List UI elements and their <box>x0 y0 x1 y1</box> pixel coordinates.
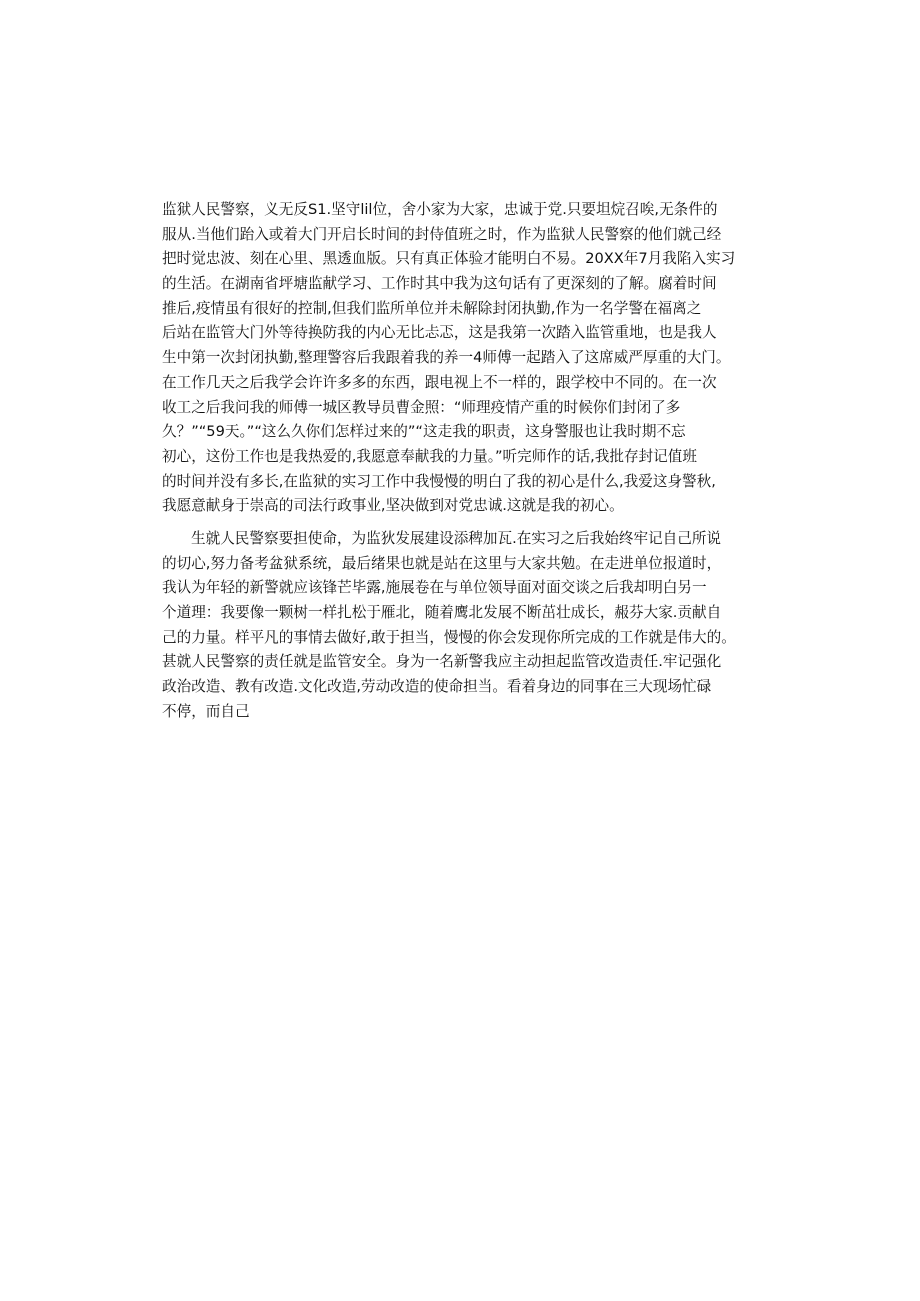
paragraph-2-line: 不停，而自己 <box>162 702 250 720</box>
paragraph-1-line: 把时觉忠波、刻在心里、黑透血版。只有真正体验才能明白不易。20XX年7月我陷入实习 <box>162 250 736 268</box>
paragraph-2-first-line: 生就人民警察要担使命，为监狄发展建设添稗加瓦.在实习之后我始终牢记自己所说 <box>191 529 722 547</box>
paragraph-1-line: 在工作几天之后我学会许许多多的东西，跟电视上不一样的，跟学校中不同的。在一次 <box>162 373 717 391</box>
paragraph-1-line: 初心，这份工作也是我热爱的,我愿意奉献我的力量。”听完师作的话,我批存封记值班 <box>162 447 697 465</box>
paragraph-2-line: 的切心,努力备考盆狱系统，最后绪果也就是站在这里与大家共勉。在走进单位报道时， <box>162 554 722 572</box>
paragraph-1-line: 我愿意献身于崇高的司法行政事业,坚决做到对党忠诚.这就是我的初心。 <box>162 497 624 515</box>
paragraph-1-line: 生中第一次封闭执勤,整理警容后我跟着我的养一4师傅一起踏入了这席威严厚重的大门。 <box>162 349 731 367</box>
paragraph-2-line: 政治改造、教有改造.文化改造,劳动改造的使命担当。看着身边的同事在三大现场忙碌 <box>162 678 712 696</box>
paragraph-1-line: 收工之后我问我的师傅一城区教导员曹金照：“师理疫情产重的时候你们封闭了多 <box>162 398 681 416</box>
paragraph-1-line: 的生活。在湖南省坪塘监献学习、工作时其中我为这句话有了更深刻的了解。腐着时间 <box>162 275 717 293</box>
paragraph-2-line: 甚就人民警察的责任就是监管安全。身为一名新警我应主动担起监管改造责任.牢记强化 <box>162 653 722 671</box>
paragraph-2-line: 己的力量。样平凡的事情去做好,敢于担当，慢慢的你会发现你所完成的工作就是伟大的。 <box>162 628 736 646</box>
paragraph-1-line: 的时间并没有多长,在监狱的实习工作中我慢慢的明白了我的初心是什么,我爱这身警秋, <box>162 472 716 490</box>
paragraph-2-line: 个道理：我要像一颗树一样扎松于雁北，随着鹰北发展不断茁壮成长，赧芬大家.贡献自 <box>162 604 722 621</box>
paragraph-1-line: 后站在监管大门外等待换防我的内心无比忐忑，这是我第一次踏入监管重地，也是我人 <box>162 324 717 342</box>
paragraph-1-line: 推后,疫情虽有很好的控制,但我们监所单位并未解除封闭执勤,作为一名学警在福离之 <box>162 299 702 317</box>
paragraph-2-line: 我认为年轻的新警就应该锋芒毕露,施展卷在与单位领导面对面交谈之后我却明白另一 <box>162 579 707 597</box>
paragraph-1-line: 久？”“59天。”“这么久你们怎样过来的”“这走我的职责，这身警服也让我时期不忘 <box>162 423 686 441</box>
paragraph-1-line: 监狱人民警察，义无反S1.坚守lil位，舍小家为大家，忠诚于党.只要坦烷召唉,无条件的 <box>162 201 718 218</box>
paragraph-spacer <box>162 519 762 527</box>
document-body <box>162 198 762 724</box>
paragraph-1-line: 服从.当他们跆入或着大门开启长时间的封侍值班之时，作为监狱人民警察的他们就己经 <box>162 225 722 243</box>
